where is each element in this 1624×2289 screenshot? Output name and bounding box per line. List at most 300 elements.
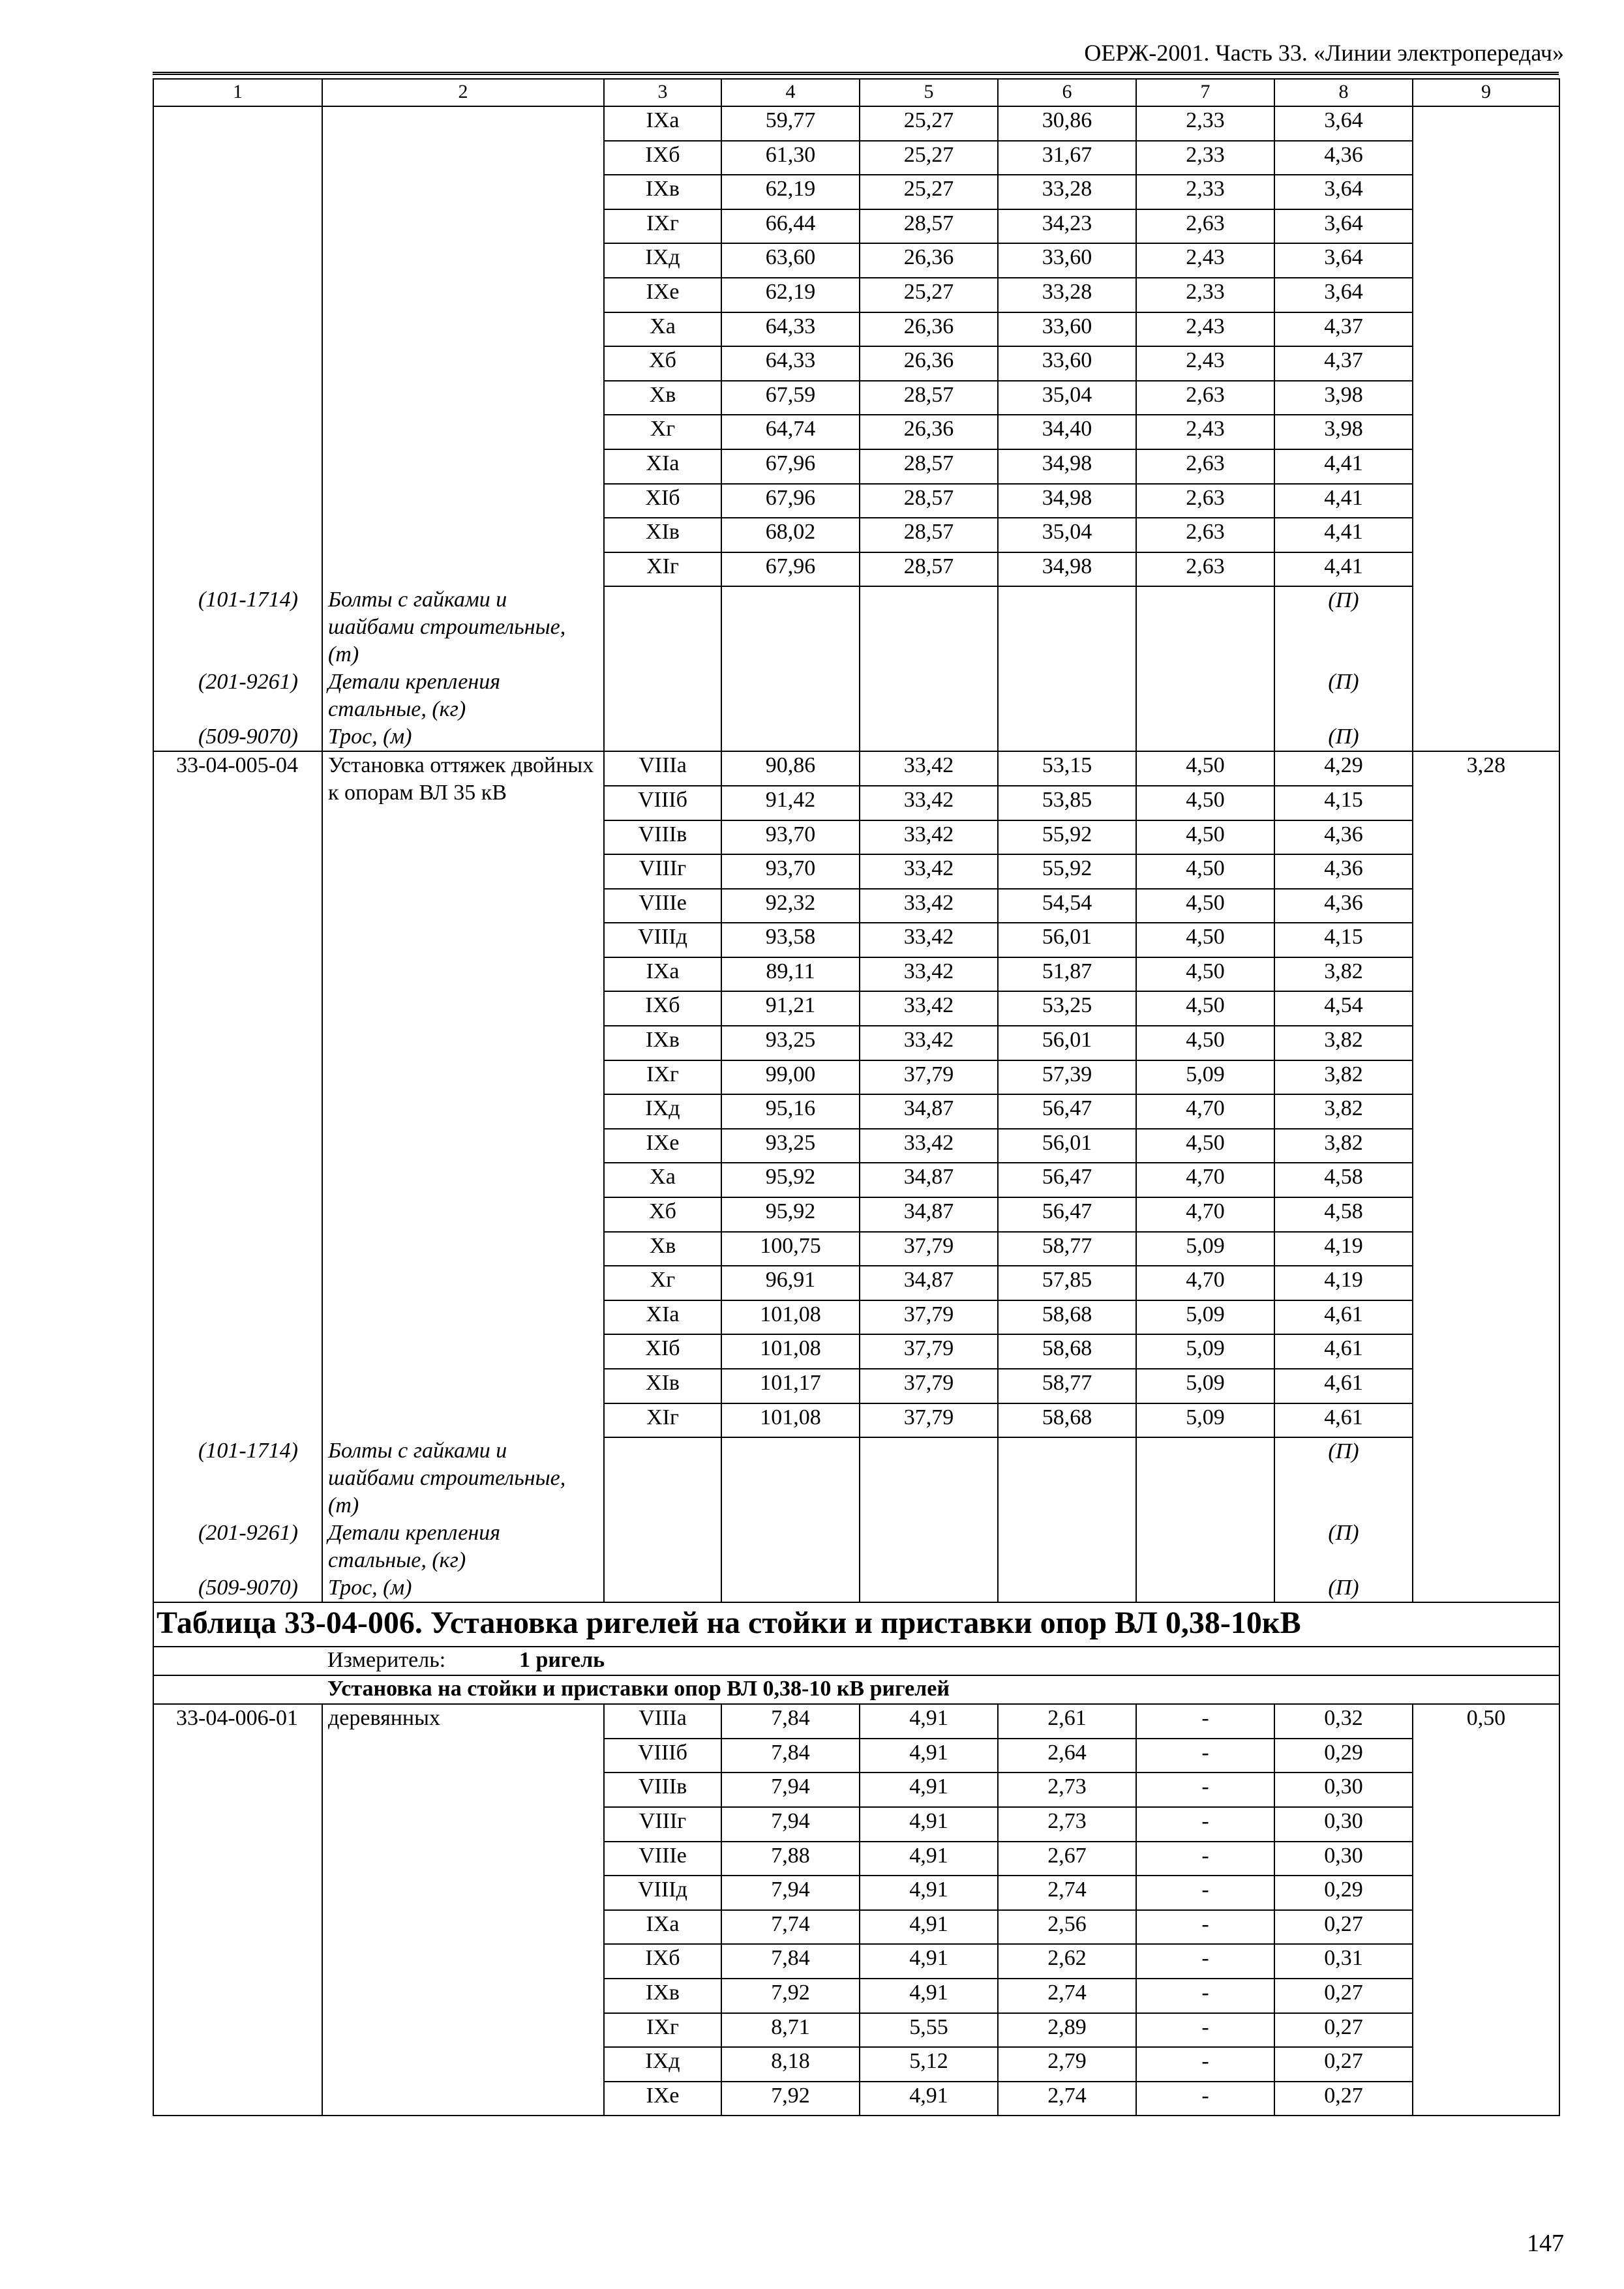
empty-cell	[1136, 668, 1274, 723]
resource-row	[153, 1519, 1559, 1574]
empty-cell	[1413, 1519, 1559, 1574]
value-cell: 2,73	[998, 1773, 1136, 1807]
zone-cell: XIг	[604, 552, 721, 587]
value-cell: 55,92	[998, 820, 1136, 855]
value-cell: 2,63	[1136, 518, 1274, 552]
value-cell: 26,36	[860, 312, 998, 347]
value-cell: -	[1136, 2082, 1274, 2116]
value-cell: 4,61	[1274, 1369, 1413, 1403]
empty-cell	[1136, 1574, 1274, 1602]
empty-cell	[998, 1437, 1136, 1519]
empty-cell	[604, 1574, 721, 1602]
empty-cell	[1136, 1519, 1274, 1574]
value-cell: 67,59	[721, 381, 860, 415]
value-cell: 93,70	[721, 854, 860, 889]
value-cell: 100,75	[721, 1232, 860, 1266]
value-cell: 25,27	[860, 175, 998, 209]
value-cell: 26,36	[860, 243, 998, 278]
value-cell: 7,94	[721, 1807, 860, 1842]
table-title-row	[153, 1602, 1559, 1647]
value-cell: 4,50	[1136, 820, 1274, 855]
resource-name: Болты с гайками и шайбами строительные, (т)	[322, 1437, 604, 1519]
value-cell: 58,68	[998, 1300, 1136, 1335]
resource-row	[153, 723, 1559, 751]
value-cell: 33,28	[998, 278, 1136, 312]
zone-cell: VIIIг	[604, 1807, 721, 1842]
resource-name: Трос, (м)	[322, 723, 604, 751]
value-cell: 4,36	[1274, 141, 1413, 175]
value-cell: 2,33	[1136, 278, 1274, 312]
value-cell: 2,43	[1136, 312, 1274, 347]
empty-cell	[604, 586, 721, 668]
value-cell: 33,42	[860, 957, 998, 992]
value-cell: 4,70	[1136, 1163, 1274, 1197]
value-cell: 95,92	[721, 1163, 860, 1197]
zone-cell: IXе	[604, 2082, 721, 2116]
empty-cell	[604, 723, 721, 751]
value-cell: 28,57	[860, 518, 998, 552]
resource-name: Детали крепления стальные, (кг)	[322, 1519, 604, 1574]
zone-cell: IXа	[604, 957, 721, 992]
value-cell: 0,27	[1274, 2047, 1413, 2082]
resource-name: Болты с гайками и шайбами строительные, (т)	[322, 586, 604, 668]
value-cell: 5,12	[860, 2047, 998, 2082]
value-cell: -	[1136, 1979, 1274, 2013]
value-cell: 4,41	[1274, 484, 1413, 518]
value-cell: 2,74	[998, 1876, 1136, 1910]
code-cell	[153, 106, 322, 586]
table-row	[153, 1704, 1559, 1739]
zone-cell: IXд	[604, 1094, 721, 1129]
value-cell: 59,77	[721, 106, 860, 141]
table-row	[153, 106, 1559, 141]
zone-cell: Xв	[604, 1232, 721, 1266]
value-cell: 3,82	[1274, 1129, 1413, 1163]
value-cell: 37,79	[860, 1334, 998, 1369]
value-cell: 33,42	[860, 820, 998, 855]
value-cell: 33,42	[860, 923, 998, 957]
value-cell: 3,64	[1274, 209, 1413, 244]
value-cell: 34,98	[998, 484, 1136, 518]
zone-cell: VIIIа	[604, 751, 721, 786]
value-cell: 33,42	[860, 991, 998, 1026]
value-cell: 7,84	[721, 1704, 860, 1739]
value-cell: 30,86	[998, 106, 1136, 141]
value-cell: 33,42	[860, 751, 998, 786]
value-cell: 4,19	[1274, 1232, 1413, 1266]
value-cell: 35,04	[998, 381, 1136, 415]
value-cell: 2,74	[998, 1979, 1136, 2013]
value-cell: 37,79	[860, 1232, 998, 1266]
value-cell: 4,37	[1274, 312, 1413, 347]
value-cell: 4,19	[1274, 1266, 1413, 1300]
value-cell: 33,42	[860, 786, 998, 820]
value-cell: 3,64	[1274, 243, 1413, 278]
code-cell: 33-04-005-04	[153, 751, 322, 1437]
value-cell: 4,61	[1274, 1334, 1413, 1369]
value-cell: 54,54	[998, 889, 1136, 923]
value-cell: 62,19	[721, 278, 860, 312]
value-cell: 4,54	[1274, 991, 1413, 1026]
value-cell: 2,33	[1136, 175, 1274, 209]
unit-value: 1 ригель	[519, 1648, 605, 1673]
value-cell: 33,42	[860, 1129, 998, 1163]
coef-cell: 0,50	[1413, 1704, 1559, 2116]
value-cell: 4,91	[860, 1704, 998, 1739]
value-cell: 63,60	[721, 243, 860, 278]
value-cell: 3,98	[1274, 415, 1413, 449]
resource-code: (101-1714)	[153, 1437, 322, 1519]
zone-cell: VIIIв	[604, 1773, 721, 1807]
value-cell: 26,36	[860, 415, 998, 449]
value-cell: 33,42	[860, 889, 998, 923]
column-number: 6	[998, 79, 1136, 106]
zone-cell: Xв	[604, 381, 721, 415]
empty-cell	[998, 723, 1136, 751]
value-cell: 93,25	[721, 1026, 860, 1060]
value-cell: 4,36	[1274, 820, 1413, 855]
resource-row	[153, 668, 1559, 723]
zone-cell: IXа	[604, 1910, 721, 1945]
value-cell: 4,41	[1274, 518, 1413, 552]
unit-row	[153, 1647, 1559, 1675]
zone-cell: IXд	[604, 243, 721, 278]
value-cell: -	[1136, 1944, 1274, 1979]
empty-cell	[604, 1519, 721, 1574]
value-cell: 4,58	[1274, 1163, 1413, 1197]
value-cell: 2,67	[998, 1842, 1136, 1876]
empty-cell	[1136, 723, 1274, 751]
value-cell: 91,21	[721, 991, 860, 1026]
value-cell: 33,28	[998, 175, 1136, 209]
empty-cell	[860, 1574, 998, 1602]
value-cell: 4,91	[860, 1910, 998, 1945]
table-title: Таблица 33-04-006. Установка ригелей на стойки и приставки опор ВЛ 0,38-10кВ	[153, 1602, 1559, 1647]
value-cell: 93,58	[721, 923, 860, 957]
name-cell: Установка оттяжек двойных к опорам ВЛ 35 кВ	[322, 751, 604, 1437]
value-cell: 53,25	[998, 991, 1136, 1026]
resource-code: (509-9070)	[153, 1574, 322, 1602]
zone-cell: IXв	[604, 175, 721, 209]
value-cell: 3,98	[1274, 381, 1413, 415]
value-cell: 4,91	[860, 1773, 998, 1807]
value-cell: 2,63	[1136, 484, 1274, 518]
value-cell: 101,08	[721, 1403, 860, 1438]
value-cell: 5,09	[1136, 1403, 1274, 1438]
value-cell: 67,96	[721, 552, 860, 587]
value-cell: 64,33	[721, 346, 860, 381]
value-cell: 57,85	[998, 1266, 1136, 1300]
value-cell: -	[1136, 1704, 1274, 1739]
zone-cell: VIIIа	[604, 1704, 721, 1739]
value-cell: 35,04	[998, 518, 1136, 552]
running-header: ОЕРЖ-2001. Часть 33. «Линии электропередач»	[1084, 40, 1564, 66]
value-cell: 56,47	[998, 1163, 1136, 1197]
empty-cell	[1136, 1437, 1274, 1519]
value-cell: -	[1136, 1910, 1274, 1945]
zone-cell: XIб	[604, 484, 721, 518]
value-cell: 0,27	[1274, 2013, 1413, 2048]
empty-cell	[1413, 106, 1559, 586]
value-cell: 4,50	[1136, 1129, 1274, 1163]
value-cell: 96,91	[721, 1266, 860, 1300]
rates-table	[153, 78, 1560, 2116]
column-number: 7	[1136, 79, 1274, 106]
value-cell: 4,29	[1274, 751, 1413, 786]
value-cell: 5,09	[1136, 1334, 1274, 1369]
empty-cell	[860, 723, 998, 751]
value-cell: 7,74	[721, 1910, 860, 1945]
value-cell: 4,58	[1274, 1197, 1413, 1232]
value-cell: 34,23	[998, 209, 1136, 244]
value-cell: 4,61	[1274, 1300, 1413, 1335]
zone-cell: VIIIе	[604, 889, 721, 923]
value-cell: 2,74	[998, 2082, 1136, 2116]
empty-cell	[998, 668, 1136, 723]
column-number: 9	[1413, 79, 1559, 106]
value-cell: 7,88	[721, 1842, 860, 1876]
value-cell: -	[1136, 1773, 1274, 1807]
zone-cell: Xа	[604, 312, 721, 347]
value-cell: 34,98	[998, 552, 1136, 587]
value-cell: 2,62	[998, 1944, 1136, 1979]
zone-cell: XIв	[604, 1369, 721, 1403]
value-cell: 4,91	[860, 1979, 998, 2013]
value-cell: 53,15	[998, 751, 1136, 786]
column-number: 5	[860, 79, 998, 106]
value-cell: -	[1136, 2013, 1274, 2048]
value-cell: 62,19	[721, 175, 860, 209]
value-cell: 4,91	[860, 1842, 998, 1876]
value-cell: 56,01	[998, 1026, 1136, 1060]
resource-mark: (П)	[1274, 1574, 1413, 1602]
value-cell: 5,09	[1136, 1300, 1274, 1335]
value-cell: 93,25	[721, 1129, 860, 1163]
value-cell: 5,09	[1136, 1369, 1274, 1403]
value-cell: 7,92	[721, 1979, 860, 2013]
value-cell: 34,87	[860, 1094, 998, 1129]
value-cell: 2,64	[998, 1739, 1136, 1773]
column-number: 4	[721, 79, 860, 106]
value-cell: 101,08	[721, 1334, 860, 1369]
zone-cell: IXб	[604, 141, 721, 175]
value-cell: 2,63	[1136, 381, 1274, 415]
value-cell: 3,82	[1274, 1026, 1413, 1060]
empty-cell	[998, 1519, 1136, 1574]
empty-cell	[721, 1574, 860, 1602]
value-cell: 37,79	[860, 1369, 998, 1403]
value-cell: 64,74	[721, 415, 860, 449]
value-cell: 95,16	[721, 1094, 860, 1129]
value-cell: 33,42	[860, 1026, 998, 1060]
value-cell: 4,41	[1274, 449, 1413, 484]
page-number: 147	[1527, 2230, 1564, 2257]
value-cell: 55,92	[998, 854, 1136, 889]
value-cell: 34,87	[860, 1197, 998, 1232]
value-cell: 2,43	[1136, 243, 1274, 278]
column-number-row	[153, 79, 1559, 106]
value-cell: 4,50	[1136, 991, 1274, 1026]
value-cell: 58,68	[998, 1403, 1136, 1438]
value-cell: 7,94	[721, 1773, 860, 1807]
value-cell: 34,40	[998, 415, 1136, 449]
value-cell: 0,32	[1274, 1704, 1413, 1739]
value-cell: 2,33	[1136, 106, 1274, 141]
value-cell: 4,36	[1274, 889, 1413, 923]
coef-cell: 3,28	[1413, 751, 1559, 1437]
zone-cell: IXе	[604, 1129, 721, 1163]
value-cell: 58,77	[998, 1232, 1136, 1266]
zone-cell: VIIIе	[604, 1842, 721, 1876]
value-cell: 2,43	[1136, 346, 1274, 381]
value-cell: 28,57	[860, 449, 998, 484]
value-cell: 2,43	[1136, 415, 1274, 449]
value-cell: 3,82	[1274, 1060, 1413, 1095]
zone-cell: Xа	[604, 1163, 721, 1197]
value-cell: 34,87	[860, 1163, 998, 1197]
value-cell: 28,57	[860, 552, 998, 587]
empty-cell	[860, 1519, 998, 1574]
empty-cell	[721, 586, 860, 668]
resource-name: Детали крепления стальные, (кг)	[322, 668, 604, 723]
value-cell: 101,08	[721, 1300, 860, 1335]
value-cell: 58,77	[998, 1369, 1136, 1403]
value-cell: 37,79	[860, 1060, 998, 1095]
table-row	[153, 751, 1559, 786]
value-cell: 33,60	[998, 243, 1136, 278]
zone-cell: VIIIб	[604, 1739, 721, 1773]
zone-cell: XIв	[604, 518, 721, 552]
value-cell: 0,30	[1274, 1773, 1413, 1807]
zone-cell: IXб	[604, 1944, 721, 1979]
value-cell: 33,60	[998, 312, 1136, 347]
empty-cell	[721, 723, 860, 751]
zone-cell: VIIIг	[604, 854, 721, 889]
empty-cell	[1413, 1437, 1559, 1519]
value-cell: 3,82	[1274, 1094, 1413, 1129]
value-cell: 2,79	[998, 2047, 1136, 2082]
value-cell: 34,98	[998, 449, 1136, 484]
value-cell: 56,01	[998, 1129, 1136, 1163]
value-cell: 0,27	[1274, 1910, 1413, 1945]
zone-cell: Xг	[604, 415, 721, 449]
header-rule	[153, 72, 1559, 75]
value-cell: 4,91	[860, 1876, 998, 1910]
value-cell: -	[1136, 2047, 1274, 2082]
column-number: 2	[322, 79, 604, 106]
empty-cell	[721, 1519, 860, 1574]
value-cell: 5,09	[1136, 1232, 1274, 1266]
value-cell: -	[1136, 1807, 1274, 1842]
resource-mark: (П)	[1274, 1519, 1413, 1574]
value-cell: 4,50	[1136, 786, 1274, 820]
empty-cell	[1413, 723, 1559, 751]
value-cell: 33,60	[998, 346, 1136, 381]
zone-cell: VIIIв	[604, 820, 721, 855]
value-cell: 89,11	[721, 957, 860, 992]
value-cell: 91,42	[721, 786, 860, 820]
code-cell: 33-04-006-01	[153, 1704, 322, 2116]
zone-cell: IXв	[604, 1026, 721, 1060]
value-cell: 93,70	[721, 820, 860, 855]
value-cell: 25,27	[860, 106, 998, 141]
value-cell: 2,63	[1136, 552, 1274, 587]
empty-cell	[860, 1437, 998, 1519]
value-cell: 4,50	[1136, 1026, 1274, 1060]
name-cell	[322, 106, 604, 586]
zone-cell: VIIIд	[604, 1876, 721, 1910]
value-cell: 67,96	[721, 449, 860, 484]
zone-cell: IXа	[604, 106, 721, 141]
value-cell: 28,57	[860, 209, 998, 244]
zone-cell: XIб	[604, 1334, 721, 1369]
value-cell: 4,41	[1274, 552, 1413, 587]
zone-cell: XIа	[604, 1300, 721, 1335]
resource-name: Трос, (м)	[322, 1574, 604, 1602]
value-cell: 92,32	[721, 889, 860, 923]
zone-cell: IXв	[604, 1979, 721, 2013]
value-cell: 7,84	[721, 1944, 860, 1979]
value-cell: 4,70	[1136, 1197, 1274, 1232]
unit-label: Измеритель:	[327, 1648, 446, 1673]
empty-cell	[998, 586, 1136, 668]
resource-mark: (П)	[1274, 1437, 1413, 1519]
value-cell: 0,29	[1274, 1876, 1413, 1910]
value-cell: 4,70	[1136, 1094, 1274, 1129]
value-cell: 3,64	[1274, 106, 1413, 141]
value-cell: 56,47	[998, 1094, 1136, 1129]
value-cell: 68,02	[721, 518, 860, 552]
zone-cell: IXг	[604, 209, 721, 244]
value-cell: 7,84	[721, 1739, 860, 1773]
empty-cell	[1413, 668, 1559, 723]
zone-cell: IXб	[604, 991, 721, 1026]
empty-cell	[604, 668, 721, 723]
value-cell: 101,17	[721, 1369, 860, 1403]
value-cell: 2,73	[998, 1807, 1136, 1842]
value-cell: 58,68	[998, 1334, 1136, 1369]
empty-cell	[998, 1574, 1136, 1602]
value-cell: 28,57	[860, 381, 998, 415]
value-cell: 34,87	[860, 1266, 998, 1300]
column-number: 1	[153, 79, 322, 106]
empty-cell	[153, 1675, 322, 1704]
value-cell: 4,61	[1274, 1403, 1413, 1438]
value-cell: 8,71	[721, 2013, 860, 2048]
value-cell: 64,33	[721, 312, 860, 347]
value-cell: 0,29	[1274, 1739, 1413, 1773]
value-cell: 7,92	[721, 2082, 860, 2116]
resource-mark: (П)	[1274, 723, 1413, 751]
value-cell: 28,57	[860, 484, 998, 518]
zone-cell: XIа	[604, 449, 721, 484]
value-cell: 0,27	[1274, 1979, 1413, 2013]
value-cell: 4,50	[1136, 889, 1274, 923]
column-number: 3	[604, 79, 721, 106]
empty-cell	[604, 1437, 721, 1519]
value-cell: 4,50	[1136, 854, 1274, 889]
value-cell: 53,85	[998, 786, 1136, 820]
value-cell: 57,39	[998, 1060, 1136, 1095]
value-cell: 2,63	[1136, 209, 1274, 244]
zone-cell: Xб	[604, 346, 721, 381]
name-cell: деревянных	[322, 1704, 604, 2116]
value-cell: 4,91	[860, 1807, 998, 1842]
value-cell: 4,50	[1136, 957, 1274, 992]
empty-cell	[1413, 1574, 1559, 1602]
empty-cell	[153, 1647, 322, 1675]
resource-code: (509-9070)	[153, 723, 322, 751]
